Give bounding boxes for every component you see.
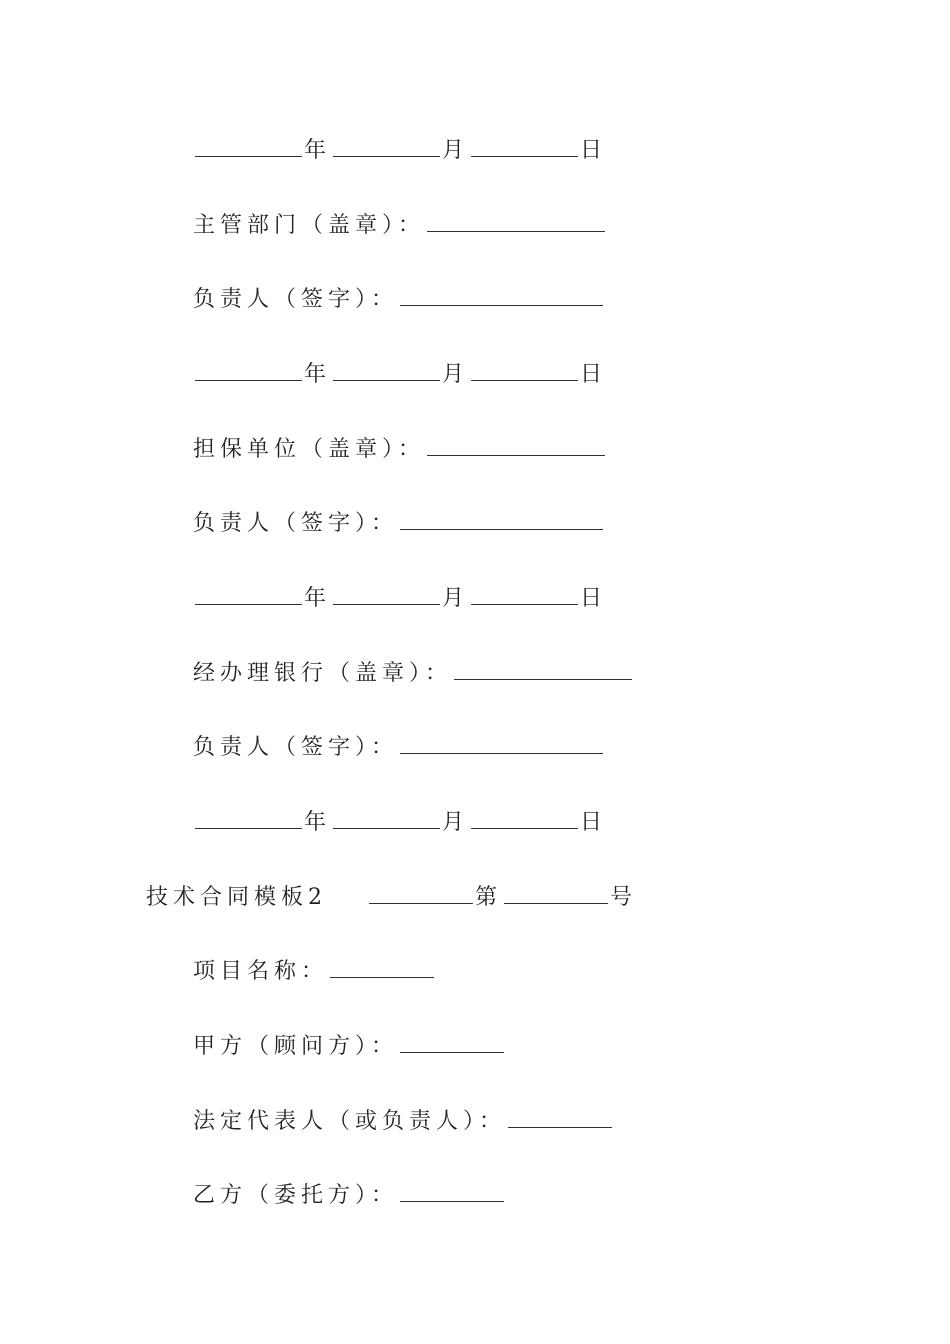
party-a-label: 甲方（顾问方）： (193, 1034, 399, 1059)
project-name-label: 项目名称： (193, 959, 329, 984)
day-label: 日 (580, 810, 608, 835)
date-line-4 (193, 803, 607, 843)
dept-seal-blank[interactable] (427, 213, 605, 232)
month-blank[interactable] (333, 810, 440, 829)
year-label: 年 (304, 810, 332, 835)
sign-blank-1[interactable] (400, 287, 603, 306)
day-label: 日 (580, 362, 608, 387)
year-blank[interactable] (195, 362, 302, 381)
sign-blank-2[interactable] (400, 511, 603, 530)
day-blank[interactable] (471, 362, 578, 381)
contract-title: 技术合同模板2 (146, 885, 327, 910)
month-blank[interactable] (333, 586, 440, 605)
month-blank[interactable] (333, 362, 440, 381)
guarantor-seal-label: 担保单位（盖章）： (193, 437, 426, 462)
year-blank[interactable] (195, 810, 302, 829)
guarantor-seal-blank[interactable] (427, 437, 605, 456)
month-label: 月 (442, 586, 470, 611)
month-label: 月 (442, 138, 470, 163)
month-label: 月 (442, 810, 470, 835)
party-b-label: 乙方（委托方）： (193, 1183, 399, 1208)
year-label: 年 (304, 362, 332, 387)
contract-no-prefix-blank[interactable] (369, 885, 473, 904)
bank-seal-blank[interactable] (454, 661, 632, 680)
day-label: 日 (580, 586, 608, 611)
day-blank[interactable] (471, 138, 578, 157)
legal-rep-label: 法定代表人（或负责人）： (193, 1109, 507, 1134)
day-blank[interactable] (471, 810, 578, 829)
guarantor-seal-line (193, 430, 607, 470)
sign-label-3: 负责人（签字）： (193, 735, 399, 760)
contract-no-prefix: 第 (475, 885, 503, 910)
sign-blank-3[interactable] (400, 735, 603, 754)
party-b-blank[interactable] (400, 1183, 504, 1202)
party-b-line (193, 1176, 506, 1216)
sign-label-1: 负责人（签字）： (193, 287, 399, 312)
party-a-line (193, 1027, 506, 1067)
dept-seal-line (193, 206, 607, 246)
legal-rep-line (193, 1102, 614, 1142)
month-blank[interactable] (333, 138, 440, 157)
project-name-blank[interactable] (330, 959, 434, 978)
sign-label-2: 负责人（签字）： (193, 511, 399, 536)
contract-no-suffix: 号 (610, 885, 638, 910)
month-label: 月 (442, 362, 470, 387)
day-label: 日 (580, 138, 608, 163)
date-line-3 (193, 579, 607, 619)
sign-line-3 (193, 728, 605, 768)
contract-no-blank[interactable] (504, 885, 608, 904)
year-blank[interactable] (195, 138, 302, 157)
dept-seal-label: 主管部门（盖章）： (193, 213, 426, 238)
day-blank[interactable] (471, 586, 578, 605)
date-line-2 (193, 355, 607, 395)
bank-seal-line (193, 654, 634, 694)
legal-rep-blank[interactable] (508, 1109, 612, 1128)
year-blank[interactable] (195, 586, 302, 605)
sign-line-2 (193, 504, 605, 544)
party-a-blank[interactable] (400, 1034, 504, 1053)
project-name-line (193, 952, 436, 992)
contract-title-line (146, 878, 637, 918)
year-label: 年 (304, 586, 332, 611)
date-line-1 (193, 131, 607, 171)
bank-seal-label: 经办理银行（盖章）： (193, 661, 453, 686)
sign-line-1 (193, 280, 605, 320)
year-label: 年 (304, 138, 332, 163)
